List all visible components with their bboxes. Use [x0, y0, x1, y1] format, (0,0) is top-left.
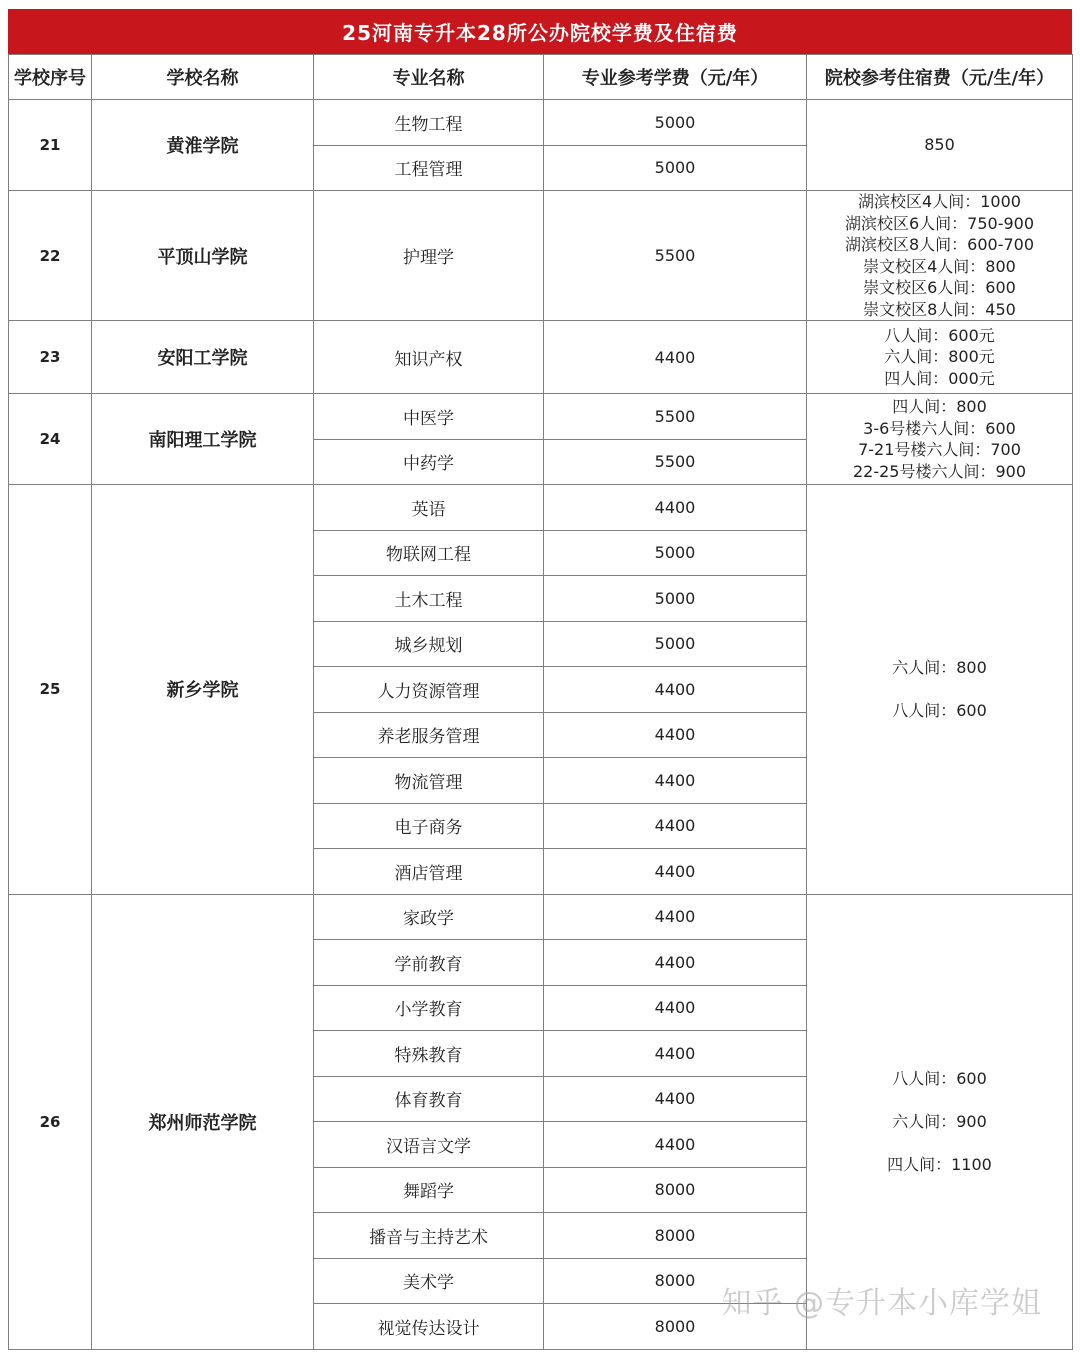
major-name: 舞蹈学	[314, 1167, 544, 1213]
dorm-fee-line: 四人间：800	[892, 397, 987, 416]
dorm-fee	[807, 191, 1073, 321]
tuition-fee: 8000	[544, 1258, 807, 1304]
major-name: 美术学	[314, 1258, 544, 1304]
major-name: 中医学	[314, 394, 544, 440]
major-name: 视觉传达设计	[314, 1304, 544, 1350]
dorm-fee-line: 六人间：800元	[884, 347, 995, 367]
dorm-fee-line: 湖滨校区6人间：750-900	[844, 213, 1035, 233]
major-name: 汉语言文学	[314, 1122, 544, 1168]
dorm-fee	[807, 100, 1073, 191]
tuition-fee: 5500	[544, 191, 807, 321]
tuition-fee: 8000	[544, 1167, 807, 1213]
major-name: 特殊教育	[314, 1031, 544, 1077]
tuition-fee: 5000	[544, 621, 807, 667]
dorm-fee-line: 八人间：600元	[884, 325, 995, 345]
sheet-title: 25河南专升本28所公办院校学费及住宿费	[8, 9, 1072, 54]
major-name: 知识产权	[314, 321, 544, 394]
dorm-fee	[807, 485, 1073, 895]
header-major: 专业名称	[314, 55, 544, 100]
table-row	[9, 191, 1073, 321]
major-name: 中药学	[314, 439, 544, 485]
major-name: 小学教育	[314, 985, 544, 1031]
table-row	[9, 894, 1073, 940]
major-name: 人力资源管理	[314, 667, 544, 713]
tuition-fee: 4400	[544, 985, 807, 1031]
table-body	[9, 100, 1073, 1350]
dorm-fee-line: 四人间：1100	[887, 1155, 992, 1174]
school-seq: 24	[9, 394, 92, 485]
school-name: 南阳理工学院	[92, 394, 314, 485]
table-row	[9, 485, 1073, 531]
tuition-fee: 8000	[544, 1304, 807, 1350]
header-tuition: 专业参考学费（元/年）	[544, 55, 807, 100]
tuition-fee: 4400	[544, 1076, 807, 1122]
school-name: 平顶山学院	[92, 191, 314, 321]
dorm-fee-line: 八人间：600	[892, 1069, 987, 1088]
dorm-fee-line: 八人间：600	[892, 701, 987, 721]
tuition-fee: 5000	[544, 100, 807, 146]
tuition-fee: 5000	[544, 530, 807, 576]
major-name: 家政学	[314, 894, 544, 940]
tuition-fee: 5500	[544, 439, 807, 485]
dorm-fee-line: 22-25号楼六人间：900	[852, 461, 1027, 481]
header-row	[9, 55, 1073, 100]
tuition-fee: 4400	[544, 485, 807, 531]
major-name: 播音与主持艺术	[314, 1213, 544, 1259]
table-row	[9, 394, 1073, 440]
header-dorm: 院校参考住宿费（元/生/年）	[807, 55, 1073, 100]
fee-table	[8, 54, 1073, 1350]
major-name: 物联网工程	[314, 530, 544, 576]
tuition-fee: 8000	[544, 1213, 807, 1259]
school-seq: 21	[9, 100, 92, 191]
dorm-fee-line: 7-21号楼六人间：700	[858, 440, 1021, 459]
tuition-fee: 4400	[544, 712, 807, 758]
tuition-fee: 4400	[544, 758, 807, 804]
school-name: 黄淮学院	[92, 100, 314, 191]
dorm-fee-line: 3-6号楼六人间：600	[863, 418, 1016, 438]
major-name: 养老服务管理	[314, 712, 544, 758]
dorm-fee	[807, 321, 1073, 394]
tuition-fee: 4400	[544, 940, 807, 986]
school-name: 安阳工学院	[92, 321, 314, 394]
tuition-fee: 4400	[544, 849, 807, 895]
major-name: 电子商务	[314, 803, 544, 849]
major-name: 生物工程	[314, 100, 544, 146]
major-name: 酒店管理	[314, 849, 544, 895]
dorm-fee-line: 崇文校区6人间：600	[863, 278, 1016, 297]
school-seq: 25	[9, 485, 92, 895]
major-name: 工程管理	[314, 145, 544, 191]
dorm-fee-line: 六人间：900	[892, 1112, 987, 1131]
tuition-fee: 4400	[544, 1031, 807, 1077]
school-seq: 23	[9, 321, 92, 394]
tuition-fee: 4400	[544, 1122, 807, 1168]
tuition-fee: 4400	[544, 803, 807, 849]
header-seq: 学校序号	[9, 55, 92, 100]
table-row	[9, 321, 1073, 394]
school-seq: 22	[9, 191, 92, 321]
tuition-fee: 4400	[544, 667, 807, 713]
dorm-fee-line: 崇文校区8人间：450	[863, 299, 1016, 319]
school-name: 郑州师范学院	[92, 894, 314, 1349]
school-seq: 26	[9, 894, 92, 1349]
major-name: 体育教育	[314, 1076, 544, 1122]
dorm-fee-line: 四人间：000元	[884, 368, 995, 388]
tuition-fee: 5500	[544, 394, 807, 440]
major-name: 英语	[314, 485, 544, 531]
dorm-fee-line: 崇文校区4人间：800	[863, 256, 1016, 276]
header-school: 学校名称	[92, 55, 314, 100]
dorm-fee-line: 六人间：800	[892, 658, 987, 678]
dorm-fee-line: 湖滨校区8人间：600-700	[844, 235, 1035, 254]
tuition-fee: 5000	[544, 145, 807, 191]
watermark: 知乎 @专升本小库学姐	[721, 1285, 1042, 1321]
major-name: 土木工程	[314, 576, 544, 622]
school-name: 新乡学院	[92, 485, 314, 895]
major-name: 物流管理	[314, 758, 544, 804]
dorm-fee	[807, 394, 1073, 485]
tuition-fee: 4400	[544, 894, 807, 940]
major-name: 城乡规划	[314, 621, 544, 667]
tuition-fee: 5000	[544, 576, 807, 622]
dorm-fee-line: 850	[924, 135, 955, 155]
fee-sheet	[8, 9, 1072, 1350]
table-row	[9, 100, 1073, 146]
dorm-fee-line: 湖滨校区4人间：1000	[858, 192, 1021, 211]
tuition-fee: 4400	[544, 321, 807, 394]
major-name: 学前教育	[314, 940, 544, 986]
major-name: 护理学	[314, 191, 544, 321]
